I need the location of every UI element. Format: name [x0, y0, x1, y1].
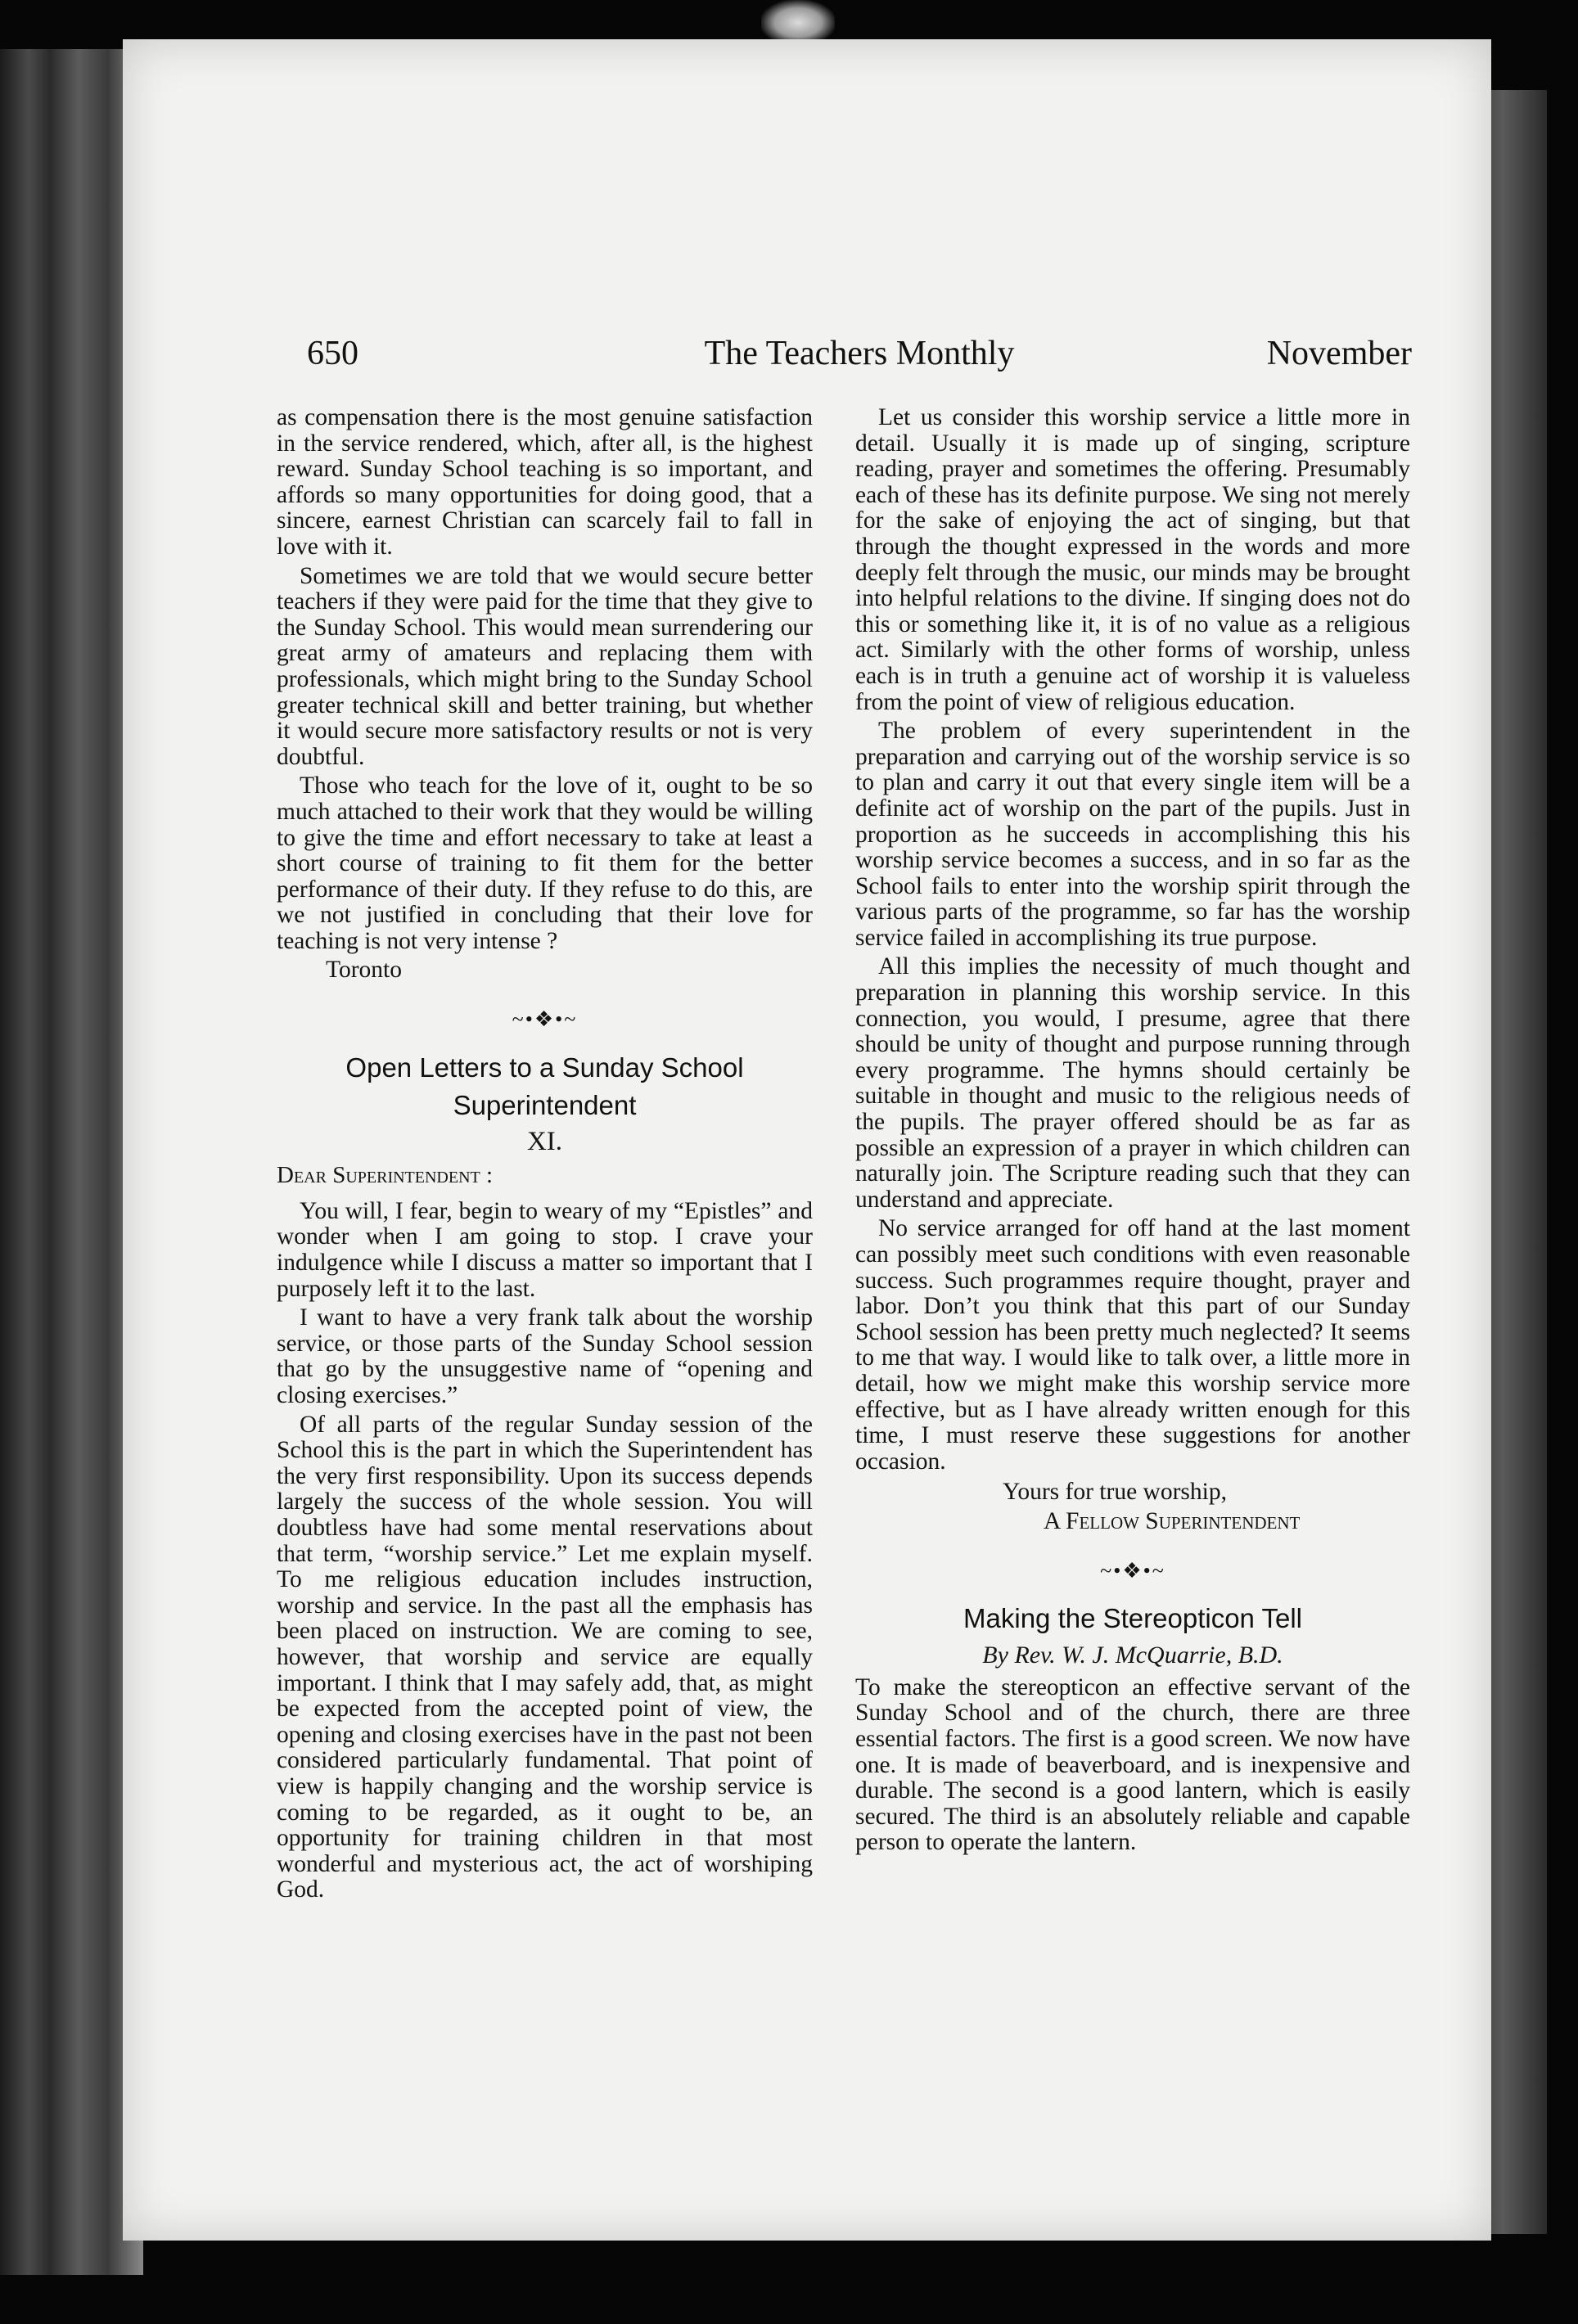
paragraph: I want to have a very frank talk about the worship service, or those parts of the Sunday School session that go by the unsuggestive name of “opening and closing exercises.” — [277, 1304, 813, 1408]
issue-month: November — [1266, 335, 1412, 372]
journal-title: The Teachers Monthly — [704, 335, 1015, 372]
paragraph: The problem of every superintendent in the preparation and carrying out of the worship service is so to plan and carry it out that every single item will be a definite act of worship on the part of the pupils. Just in proportion as he succeeds in accomplishing this his worship service becomes a success, and in so far as the School fails to enter into the worship spirit through the various parts of the programme, so far has the worship service failed in accomplishing its true purpose. — [855, 718, 1410, 951]
article-byline: By Rev. W. J. McQuarrie, B.D. — [982, 1642, 1283, 1669]
paragraph: To make the stereopticon an effective servant of the Sunday School and of the church, there are three essential factors. The first is a good screen. We now have one. It is made of beaverboard, and is inexpensive and durable. The second is a good lantern, which is easily secured. The third is an absolutely reliable and capable person to operate the lantern. — [855, 1673, 1410, 1856]
paragraph: as compensation there is the most genuine satisfaction in the service rendered, which, after all, is the highest reward. Sunday School teaching is so important, and affords so many opportunities for doing good, that a sincere, earnest Christian can scarcely fail to fall in love with it. — [277, 404, 813, 560]
section-numeral: XI. — [526, 1126, 563, 1156]
paragraph: Let us consider this worship service a little more in detail. Usually it is made up of singing, scripture reading, prayer and sometimes the offering. Presumably each of these has its definite purpose. We sing not merely for the sake of enjoying the act of singing, but that through the thought expressed in the words and more deeply felt through the music, our minds may be brought into helpful relations to the divine. If singing does not do this or something like it, it is of no value as a religious act. Similarly with the other forms of worship, unless each is in truth a genuine act of worship it is valueless from the point of view of religious education. — [855, 404, 1410, 715]
paragraph: You will, I fear, begin to weary of my “Epistles” and wonder when I am going to stop. I crave your indulgence while I discuss a matter so important that I purposely left it to the last. — [277, 1197, 813, 1302]
right-column — [855, 405, 1410, 1859]
letter-closing: Yours for true worship, — [1003, 1479, 1227, 1506]
left-column — [277, 405, 813, 1907]
paragraph: Of all parts of the regular Sunday session of the School this is the part in which the Superintendent has the very first responsibility. Upon its success depends largely the success of the whole session. You will doubtless have had some mental reservations about that term, “worship service.” Let me explain myself. To me religious education includes instruction, worship and service. In the past all the emphasis has been placed on instruction. We are coming to see, however, that worship and service are equally important. I think that I may safely add, that, as might be expected from the accepted point of view, the opening and closing exercises have in the past not been considered particularly fundamental. That point of view is happily changing and the worship service is coming to be regarded, as it ought to be, an opportunity for training children in that most wonderful and mysterious act, the act of worshiping God. — [277, 1411, 813, 1903]
paragraph: All this implies the necessity of much thought and preparation in planning this worship service. In this connection, you would, I presume, agree that there should be unity of thought and purpose running through every programme. The hymns should certainly be suitable in thought and music to the religious needs of the pupils. The prayer offered should be as far as possible an expression of a prayer in which children can naturally join. The Scripture reading such that they can understand and appreciate. — [855, 953, 1410, 1213]
paragraph: Those who teach for the love of it, ought to be so much attached to their work that they would be willing to give the time and effort necessary to take at least a short course of training to fit them for the better performance of their duty. If they refuse to do this, are we not justified in concluding that their love for teaching is not very intense ? — [277, 772, 813, 954]
place-line: Toronto — [326, 957, 402, 984]
running-header — [307, 334, 1412, 391]
article-title: Making the Stereopticon Tell — [963, 1603, 1302, 1634]
section-ornament: ~•❖•~ — [1100, 1558, 1165, 1583]
section-ornament: ~•❖•~ — [512, 1007, 578, 1032]
book-spine-edge — [0, 49, 143, 2275]
letter-signature: A Fellow Superintendent — [1044, 1507, 1301, 1534]
paragraph: No service arranged for off hand at the last moment can possibly meet such conditions with even reasonable success. Such programmes require thought, prayer and labor. Don’t you think that this part of our Sunday School session has been pretty much neglected? It seems to me that way. I would like to talk over, a little more in detail, how we might make this worship service more effective, but as I have already written enough for this time, I must reserve these suggestions for another occasion. — [855, 1215, 1410, 1475]
scan-smudge — [761, 0, 835, 45]
letter-salutation: Dear Superintendent : — [277, 1162, 494, 1189]
page-number: 650 — [307, 335, 358, 372]
section-title: Open Letters to a Sunday School Superintendent — [345, 1052, 744, 1120]
paragraph: Sometimes we are told that we would secure better teachers if they were paid for the time that they give to the Sunday School. This would mean surrendering our great army of amateurs and replacing them with professionals, which might bring to the Sunday School greater technical skill and better training, but whether it would secure more satisfactory results or not is very doubtful. — [277, 562, 813, 770]
